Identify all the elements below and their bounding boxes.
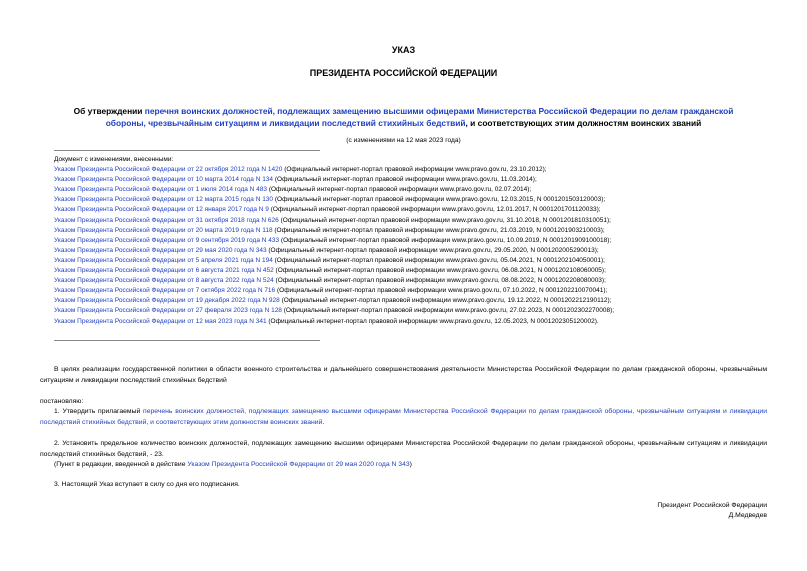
amendment-note: (Официальный интернет-портал правовой информации www.pravo.gov.ru, 12.01.2017, N 0001201701120033); xyxy=(268,206,601,214)
decree-word: постановляю: xyxy=(40,398,84,405)
amendment-item xyxy=(54,195,774,205)
amendment-item xyxy=(54,216,774,226)
amendment-item xyxy=(54,175,774,185)
amendment-item xyxy=(54,276,774,286)
edit-note-suffix: ) xyxy=(409,461,412,468)
amendment-item xyxy=(54,296,774,306)
amendment-note: (Официальный интернет-портал правовой информации www.pravo.gov.ru, 02.07.2014); xyxy=(267,186,532,194)
amendment-link[interactable]: Указом Президента Российской Федерации от 8 августа 2022 года N 524 xyxy=(54,277,274,285)
amendment-link[interactable]: Указом Президента Российской Федерации от 7 октября 2022 года N 716 xyxy=(54,287,276,295)
signature-name: Д.Медведев xyxy=(728,512,767,519)
amendment-item xyxy=(54,205,774,215)
amendment-item xyxy=(54,226,774,236)
amendment-item xyxy=(54,165,774,175)
amendment-link[interactable]: Указом Президента Российской Федерации от 31 октября 2018 года N 626 xyxy=(54,216,279,224)
amendment-item xyxy=(54,317,774,327)
amendments-heading: Документ с изменениями, внесенными: xyxy=(54,156,174,163)
item-1 xyxy=(40,407,767,428)
amendment-note: (Официальный интернет-портал правовой информации www.pravo.gov.ru, 27.02.2023, N 0001202302270008); xyxy=(281,307,615,315)
amendment-note: (Официальный интернет-портал правовой информации www.pravo.gov.ru, 12.05.2023, N 0001202305120002). xyxy=(266,317,599,325)
amendment-link[interactable]: Указом Президента Российской Федерации от 19 декабря 2022 года N 928 xyxy=(54,297,280,305)
amendment-note: (Официальный интернет-портал правовой информации www.pravo.gov.ru, 10.09.2019, N 0001201909100018); xyxy=(279,236,612,244)
amendment-note: (Официальный интернет-портал правовой информации www.pravo.gov.ru, 12.03.2015, N 0001201503120003); xyxy=(273,196,606,204)
amendment-item xyxy=(54,246,774,256)
amendment-link[interactable]: Указом Президента Российской Федерации от 22 октября 2012 года N 1420 xyxy=(54,166,283,174)
amendment-item xyxy=(54,286,774,296)
amendment-note: (Официальный интернет-портал правовой информации www.pravo.gov.ru, 11.03.2014); xyxy=(273,176,537,184)
amendment-note: (Официальный интернет-портал правовой информации www.pravo.gov.ru, 29.05.2020, N 0001202005290013); xyxy=(266,246,599,254)
signature-position: Президент Российской Федерации xyxy=(657,502,767,509)
amendment-link[interactable]: Указом Президента Российской Федерации от 12 марта 2015 года N 130 xyxy=(54,196,274,204)
amendment-note: (Официальный интернет-портал правовой информации www.pravo.gov.ru, 07.10.2022, N 0001202210070041); xyxy=(275,287,608,295)
amendment-note: (Официальный интернет-портал правовой информации www.pravo.gov.ru, 06.08.2021, N 0001202108060005); xyxy=(273,267,606,275)
amendment-link[interactable]: Указом Президента Российской Федерации от 20 марта 2019 года N 118 xyxy=(54,226,273,234)
edit-note-link[interactable]: Указом Президента Российской Федерации от 29 мая 2020 года N 343 xyxy=(187,461,410,468)
amendment-note: (Официальный интернет-портал правовой информации www.pravo.gov.ru, 23.10.2012); xyxy=(282,166,547,174)
amendment-note: (Официальный интернет-портал правовой информации www.pravo.gov.ru, 08.08.2022, N 0001202208080003); xyxy=(273,277,606,285)
amendment-link[interactable]: Указом Президента Российской Федерации от 29 мая 2020 года N 343 xyxy=(54,246,267,254)
divider-top xyxy=(54,150,320,151)
amendment-link[interactable]: Указом Президента Российской Федерации от 10 марта 2014 года N 134 xyxy=(54,176,274,184)
amendment-link[interactable]: Указом Президента Российской Федерации от 6 августа 2021 года N 452 xyxy=(54,267,274,275)
amendment-note: (Официальный интернет-портал правовой информации www.pravo.gov.ru, 21.03.2019, N 0001201903210003); xyxy=(272,226,605,234)
document-title xyxy=(40,105,767,129)
title-suffix: , и соответствующих этим должностям воинских званий xyxy=(465,118,702,128)
edition-note: (с изменениями на 12 мая 2023 года) xyxy=(346,137,461,144)
amendment-link[interactable]: Указом Президента Российской Федерации от 12 мая 2023 года N 341 xyxy=(54,317,267,325)
decree-heading: УКАЗ xyxy=(391,45,416,55)
item-2-edit-note xyxy=(54,460,412,471)
issuer-heading: ПРЕЗИДЕНТА РОССИЙСКОЙ ФЕДЕРАЦИИ xyxy=(309,68,498,78)
amendment-item xyxy=(54,185,774,195)
amendment-note: (Официальный интернет-портал правовой информации www.pravo.gov.ru, 19.12.2022, N 0001202212190112); xyxy=(279,297,612,305)
amendment-item xyxy=(54,306,774,316)
divider-bottom xyxy=(54,340,320,341)
edit-note-prefix: (Пункт в редакции, введенной в действие xyxy=(54,461,188,468)
item-3: 3. Настоящий Указ вступает в силу со дня его подписания. xyxy=(54,481,240,488)
amendments-block xyxy=(54,155,774,327)
item-2: 2. Установить предельное количество воинских должностей, подлежащих замещению высшими офицерами Министерства Российской Федерации по делам гражданской обороны, чрезвычайным ситуациям и ликвидации последствий стихийных бедствий, - 23. xyxy=(40,440,767,458)
item-1-list-link[interactable]: перечень воинских должностей, подлежащих замещению высшими офицерами Министерства Российской Федерации по делам гражданской обороны, чрезвычайным ситуациям и ликвидации последствий стихийных бедствий, и соответствующих этим должностям воинских званий xyxy=(40,408,767,426)
amendment-link[interactable]: Указом Президента Российской Федерации от 5 апреля 2021 года N 194 xyxy=(54,256,273,264)
amendment-link[interactable]: Указом Президента Российской Федерации от 9 сентября 2019 года N 433 xyxy=(54,236,280,244)
item-1-suffix: . xyxy=(322,418,325,426)
amendment-item xyxy=(54,266,774,276)
title-link-list[interactable]: перечня воинских должностей, подлежащих замещению высшими офицерами Министерства Российской Федерации по делам гражданской xyxy=(144,106,734,116)
amendment-note: (Официальный интернет-портал правовой информации www.pravo.gov.ru, 05.04.2021, N 0001202104050001); xyxy=(272,256,605,264)
amendment-item xyxy=(54,236,774,246)
amendment-link[interactable]: Указом Президента Российской Федерации от 27 февраля 2023 года N 128 xyxy=(54,307,282,315)
amendment-item xyxy=(54,256,774,266)
title-prefix: Об утверждении xyxy=(73,106,145,116)
amendment-link[interactable]: Указом Президента Российской Федерации от 1 июля 2014 года N 483 xyxy=(54,186,268,194)
amendment-link[interactable]: Указом Президента Российской Федерации от 12 января 2017 года N 9 xyxy=(54,206,269,214)
amendment-note: (Официальный интернет-портал правовой информации www.pravo.gov.ru, 31.10.2018, N 0001201810310051); xyxy=(278,216,611,224)
title-link-list-cont[interactable]: обороны, чрезвычайным ситуациям и ликвидации последствий стихийных бедствий xyxy=(105,118,466,128)
preamble: В целях реализации государственной политики в области военного строительства и дальнейшего совершенствования деятельности Министерства Российской Федерации по делам гражданской обороны, чрезвычайным ситуациям и ликвидации последствий стихийных бедствий xyxy=(40,366,767,384)
item-1-prefix: 1. Утвердить прилагаемый xyxy=(54,408,144,415)
